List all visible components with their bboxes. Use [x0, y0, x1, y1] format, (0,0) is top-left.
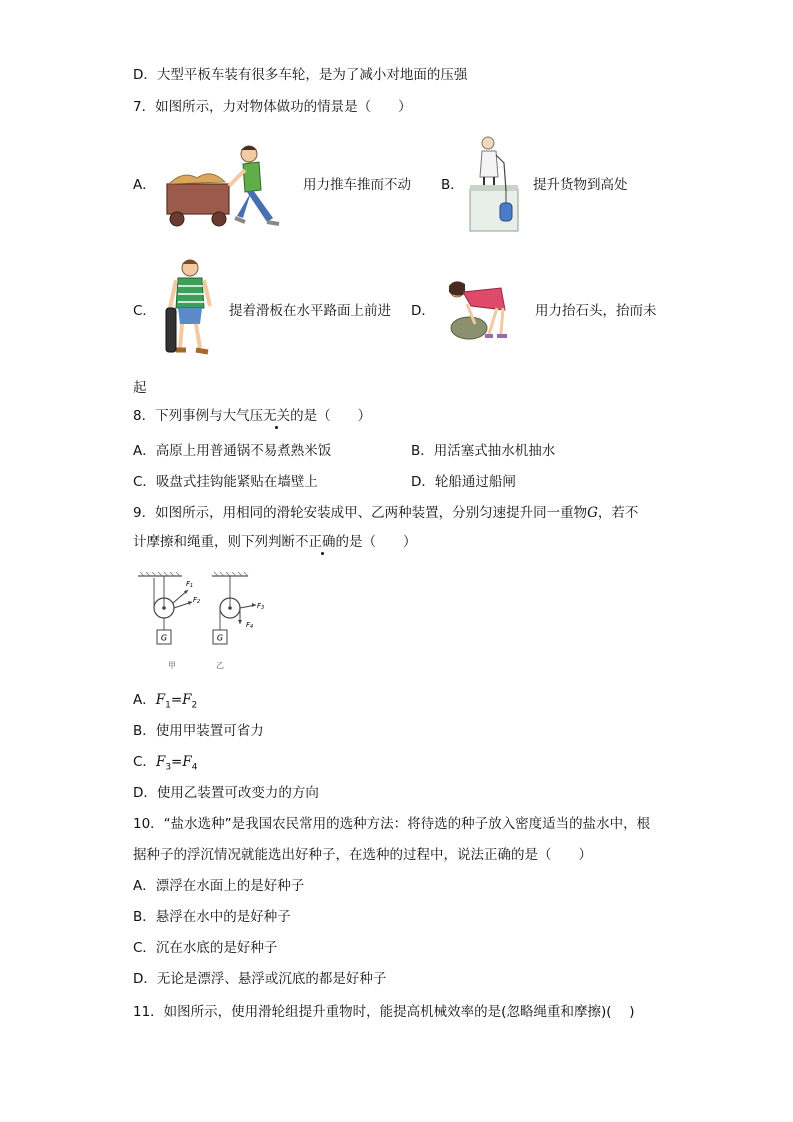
q7-option-b-text: 提升货物到高处 — [533, 177, 628, 193]
q8-option-a: A．高原上用普通锅不易煮熟米饭 — [133, 443, 332, 459]
q7-option-d-letter: D． — [411, 303, 435, 319]
q7-option-c-letter: C． — [133, 303, 156, 319]
emphasis-dot-text: 无关 — [263, 408, 291, 424]
q8-option-d: D．轮船通过船闸 — [411, 474, 516, 490]
q10-option-b: B．悬浮在水中的是好种子 — [133, 909, 291, 925]
svg-text:F3: F3 — [257, 602, 265, 611]
q7-option-b-letter: B． — [441, 177, 464, 193]
carry-skateboard-illustration — [164, 258, 214, 360]
svg-text:F2: F2 — [193, 596, 201, 605]
q7-stem: 7．如图所示，力对物体做功的情景是（ ） — [133, 99, 412, 115]
q10-option-d: D．无论是漂浮、悬浮或沉底的都是好种子 — [133, 971, 387, 987]
q9-stem-line2: 计摩擦和绳重，则下列判断不正确的是（ ） — [133, 534, 417, 550]
q6-option-d: D．大型平板车装有很多车轮，是为了减小对地面的压强 — [133, 67, 468, 83]
q9-option-d: D．使用乙装置可改变力的方向 — [133, 785, 319, 801]
q10-stem-line1: 10．“盐水选种”是我国农民常用的选种方法：将待选的种子放入密度适当的盐水中，根 — [133, 816, 651, 832]
svg-text:G: G — [216, 633, 224, 643]
lift-cargo-illustration — [468, 133, 520, 233]
svg-text:F4: F4 — [246, 621, 254, 630]
lift-stone-illustration — [445, 276, 513, 344]
q10-option-a: A．漂浮在水面上的是好种子 — [133, 878, 305, 894]
svg-text:G: G — [160, 633, 168, 643]
q11-stem: 11．如图所示，使用滑轮组提升重物时，能提高机械效率的是(忽略绳重和摩擦)( ) — [133, 1004, 635, 1020]
q7-option-c-text: 提着滑板在水平路面上前进 — [229, 303, 391, 319]
q9-option-c: C．$F_3=F_4$ — [133, 754, 198, 773]
q9-option-a: A．$F_1=F_2$ — [133, 692, 198, 711]
q10-stem-line2: 据种子的浮沉情况就能选出好种子，在选种的过程中，说法正确的是（ ） — [133, 847, 592, 863]
q8-option-c: C．吸盘式挂钩能紧贴在墙壁上 — [133, 474, 318, 490]
q7-option-d-text: 用力抬石头，抬而未 — [535, 303, 657, 319]
q9-option-b: B．使用甲装置可省力 — [133, 723, 264, 739]
q8-option-b: B．用活塞式抽水机抽水 — [411, 443, 556, 459]
q10-option-c: C．沉在水底的是好种子 — [133, 940, 278, 956]
q7-option-a-text: 用力推车推而不动 — [303, 177, 411, 193]
push-cart-illustration — [163, 142, 289, 230]
q7-option-d-wrap: 起 — [133, 380, 147, 396]
emphasis-dot-text: 正确 — [308, 534, 336, 550]
svg-text:甲: 甲 — [168, 661, 176, 670]
q8-stem: 8．下列事例与大气压无关的是（ ） — [133, 408, 372, 424]
svg-text:乙: 乙 — [216, 661, 224, 670]
svg-text:F1: F1 — [186, 580, 194, 589]
q7-option-a-letter: A． — [133, 177, 156, 193]
q9-stem-line1: 9．如图所示，用相同的滑轮安装成甲、乙两种装置，分别匀速提升同一重物G，若不 — [133, 505, 639, 521]
pulley-diagram — [136, 572, 276, 672]
